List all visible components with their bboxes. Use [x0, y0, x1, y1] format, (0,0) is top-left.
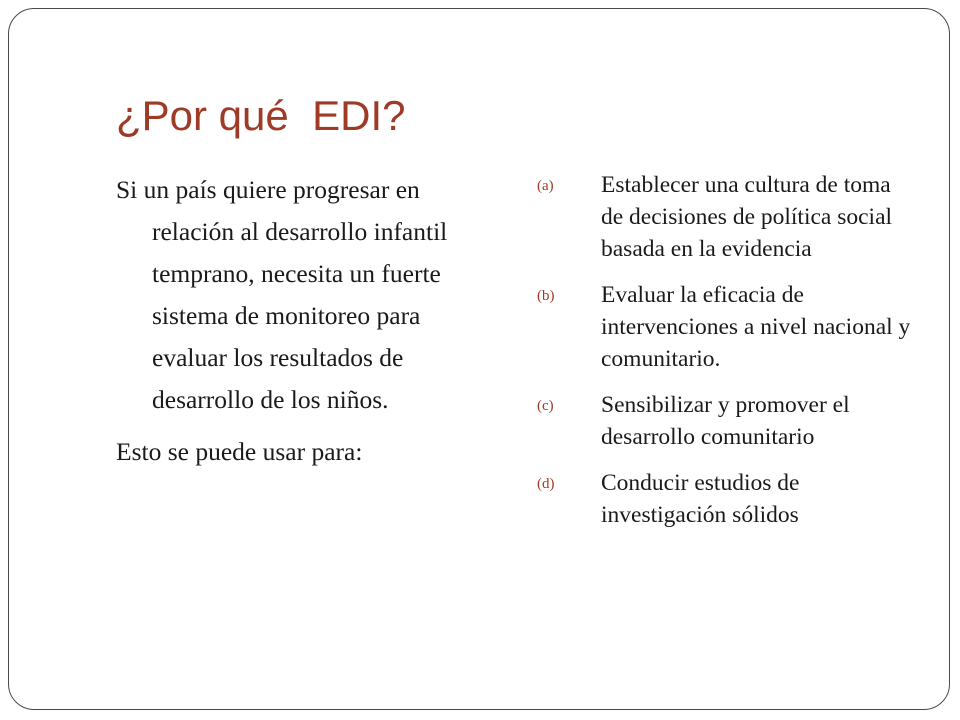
list-item-text: Evaluar la eficacia de intervenciones a nivel nacional y comunitario. — [601, 282, 911, 372]
left-text-column — [116, 169, 501, 473]
list-marker: (b) — [537, 288, 555, 304]
list-marker: (c) — [537, 398, 554, 414]
list-item-text: Sensibilizar y promover el desarrollo comunitario — [601, 392, 850, 450]
list-item-text: Establecer una cultura de toma de decisiones de política social basada en la evidencia — [601, 172, 893, 262]
list-item — [537, 389, 917, 453]
list-item — [537, 169, 917, 265]
list-item — [537, 279, 917, 375]
list-marker: (d) — [537, 476, 555, 492]
list-marker: (a) — [537, 178, 554, 194]
uses-list — [537, 169, 917, 545]
intro-paragraph: Si un país quiere progresar en relación al desarrollo infantil temprano, necesita un fuerte sistema de monitoreo para evaluar los resultados de desarrollo de los niños. — [116, 175, 448, 414]
slide-title: ¿Por qué EDI? — [116, 92, 406, 139]
list-item-text: Conducir estudios de investigación sólidos — [601, 470, 800, 528]
list-item — [537, 467, 917, 531]
usage-lead-paragraph: Esto se puede usar para: — [116, 437, 363, 466]
slide-frame — [8, 8, 950, 710]
